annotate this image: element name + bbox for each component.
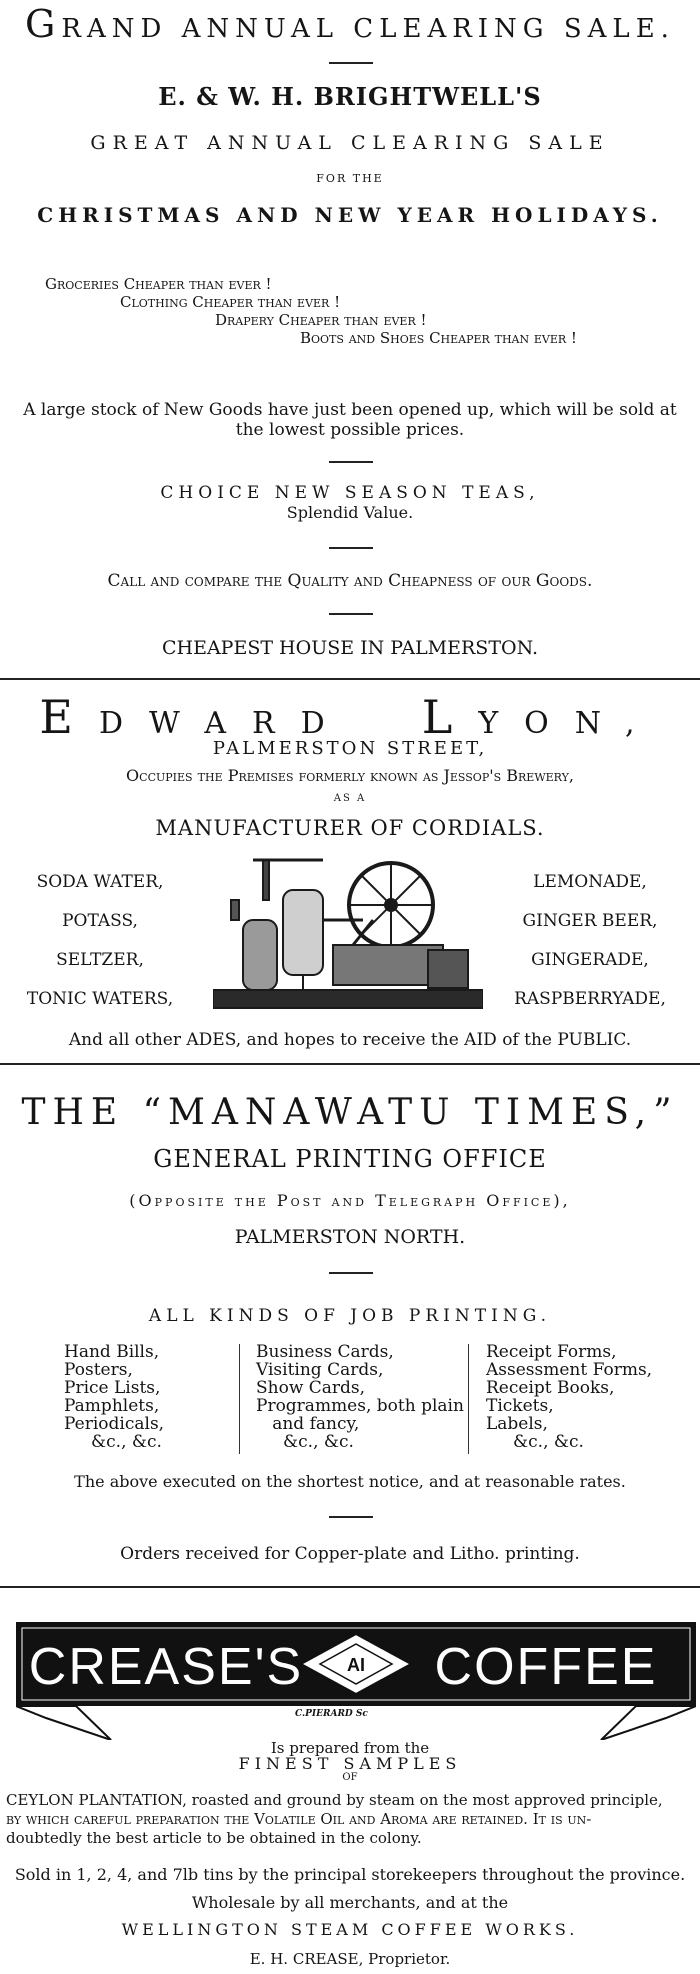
cheapest-house-line: CHEAPEST HOUSE IN PALMERSTON. — [161, 637, 539, 659]
list-item: Show Cards, — [256, 1378, 366, 1398]
banner-badge-text: AI — [347, 1655, 365, 1675]
brightwell-for-the: FOR THE — [316, 172, 384, 185]
stock-line-1: A large stock of New Goods have just been opened up, which will be sold at — [23, 400, 677, 420]
column-rule — [0, 1586, 700, 1588]
column-divider — [239, 1344, 240, 1454]
drink-tonic-waters: TONIC WATERS, — [26, 989, 174, 1009]
list-item: &c., &c. — [486, 1432, 584, 1452]
lyon-as-a: AS A — [333, 793, 367, 804]
drink-ginger-beer: GINGER BEER, — [522, 911, 658, 931]
crease-body-line-1: CEYLON PLANTATION, roasted and ground by steam on the most approved principle, — [6, 1791, 663, 1809]
section-dash — [329, 1516, 373, 1518]
list-item: Assessment Forms, — [486, 1360, 653, 1380]
creases-coffee-banner — [16, 1622, 696, 1740]
headline-initial: G — [25, 2, 62, 46]
first-rest: DWARD — [98, 706, 351, 741]
brightwell-sale-line: GREAT ANNUAL CLEARING SALE — [90, 132, 610, 154]
lyon-name — [0, 690, 700, 744]
lyon-street: PALMERSTON STREET, — [212, 738, 488, 759]
drink-potass: POTASS, — [62, 911, 138, 931]
section-dash — [329, 461, 373, 463]
last-rest: YON, — [478, 706, 661, 741]
brightwell-headline — [0, 2, 700, 46]
print-list-col-1 — [64, 1343, 164, 1451]
stock-line-2: the lowest possible prices. — [235, 420, 465, 440]
crease-proprietor-line: E. H. CREASE, Proprietor. — [249, 1950, 451, 1968]
list-item: Hand Bills, — [64, 1342, 160, 1362]
times-opposite: (Opposite the Post and Telegraph Office), — [129, 1191, 571, 1210]
column-rule — [0, 1063, 700, 1065]
crease-samples: FINEST SAMPLES — [238, 1754, 462, 1773]
teas-value: Splendid Value. — [286, 503, 414, 522]
times-job-printing: ALL KINDS OF JOB PRINTING. — [148, 1306, 552, 1326]
times-notice-line: The above executed on the shortest notice, and at reasonable rates. — [74, 1472, 626, 1491]
list-item: Labels, — [486, 1414, 548, 1434]
times-orders-line: Orders received for Copper-plate and Litho. printing. — [120, 1544, 580, 1564]
banner-right-text: COFFEE — [434, 1638, 658, 1696]
column-rule — [0, 678, 700, 680]
lyon-ades-line: And all other ADES, and hopes to receive the AID of the PUBLIC. — [68, 1030, 632, 1050]
crease-works-line: WELLINGTON STEAM COFFEE WORKS. — [121, 1920, 579, 1939]
list-item: Tickets, — [486, 1396, 554, 1416]
list-item: Price Lists, — [64, 1378, 161, 1398]
crease-wholesale-line: Wholesale by all merchants, and at the — [191, 1893, 509, 1912]
cheaper-line-boots: Boots and Shoes Cheaper than ever ! — [300, 329, 577, 347]
drink-lemonade: LEMONADE, — [533, 872, 647, 892]
cheaper-line-groceries: Groceries Cheaper than ever ! — [45, 275, 272, 293]
list-item: &c., &c. — [256, 1432, 354, 1452]
first-initial: E — [39, 690, 99, 744]
list-item: &c., &c. — [64, 1432, 162, 1452]
call-compare-line: Call and compare the Quality and Cheapness of our Goods. — [107, 571, 593, 591]
list-item: Posters, — [64, 1360, 133, 1380]
crease-prepared: Is prepared from the — [270, 1739, 430, 1757]
brightwell-name: E. & W. H. BRIGHTWELL'S — [158, 82, 542, 111]
list-item: Pamphlets, — [64, 1396, 160, 1416]
last-initial: L — [421, 690, 479, 744]
drink-raspberryade: RASPBERRYADE, — [514, 989, 666, 1009]
crease-body-line-2: by which careful preparation the Volatile Oil and Aroma are retained. It is un- — [6, 1810, 592, 1828]
section-dash — [329, 547, 373, 549]
crease-of: OF — [342, 1772, 358, 1783]
engraver-credit: C.PIERARD Sc — [295, 1709, 368, 1719]
steam-engine-illustration — [213, 850, 483, 1020]
column-divider — [468, 1344, 469, 1454]
times-palmerston-north: PALMERSTON NORTH. — [234, 1226, 466, 1248]
list-item: Programmes, both plain — [256, 1396, 464, 1416]
stock-paragraph — [0, 400, 700, 440]
times-title: THE “MANAWATU TIMES,” — [21, 1092, 679, 1133]
headline-rest: RAND ANNUAL CLEARING SALE. — [61, 14, 675, 44]
crease-body-line-3: doubtedly the best article to be obtained in the colony. — [6, 1829, 422, 1847]
lyon-premises: Occupies the Premises formerly known as Jessop's Brewery, — [126, 766, 574, 785]
list-item: Visiting Cards, — [256, 1360, 384, 1380]
teas-heading: CHOICE NEW SEASON TEAS, — [160, 483, 540, 503]
list-item: Periodicals, — [64, 1414, 165, 1434]
section-dash — [329, 613, 373, 615]
times-office: GENERAL PRINTING OFFICE — [153, 1145, 547, 1173]
print-list-col-3 — [486, 1343, 652, 1451]
cheaper-line-drapery: Drapery Cheaper than ever ! — [215, 311, 427, 329]
cheaper-line-clothing: Clothing Cheaper than ever ! — [120, 293, 341, 311]
list-item: Business Cards, — [256, 1342, 394, 1362]
drink-soda-water: SODA WATER, — [36, 872, 164, 892]
banner-left-text: CREASE'S — [28, 1638, 304, 1696]
section-dash — [329, 1272, 373, 1274]
section-dash — [329, 62, 373, 64]
list-item: Receipt Books, — [486, 1378, 615, 1398]
print-list-col-2 — [256, 1343, 464, 1451]
brightwell-holidays: CHRISTMAS AND NEW YEAR HOLIDAYS. — [37, 203, 663, 227]
list-item: and fancy, — [256, 1414, 360, 1434]
lyon-manufacturer: MANUFACTURER OF CORDIALS. — [155, 816, 545, 840]
crease-sold-line: Sold in 1, 2, 4, and 7lb tins by the principal storekeepers throughout the province. — [14, 1865, 686, 1884]
drink-seltzer: SELTZER, — [56, 950, 144, 970]
drink-gingerade: GINGERADE, — [531, 950, 649, 970]
list-item: Receipt Forms, — [486, 1342, 617, 1362]
